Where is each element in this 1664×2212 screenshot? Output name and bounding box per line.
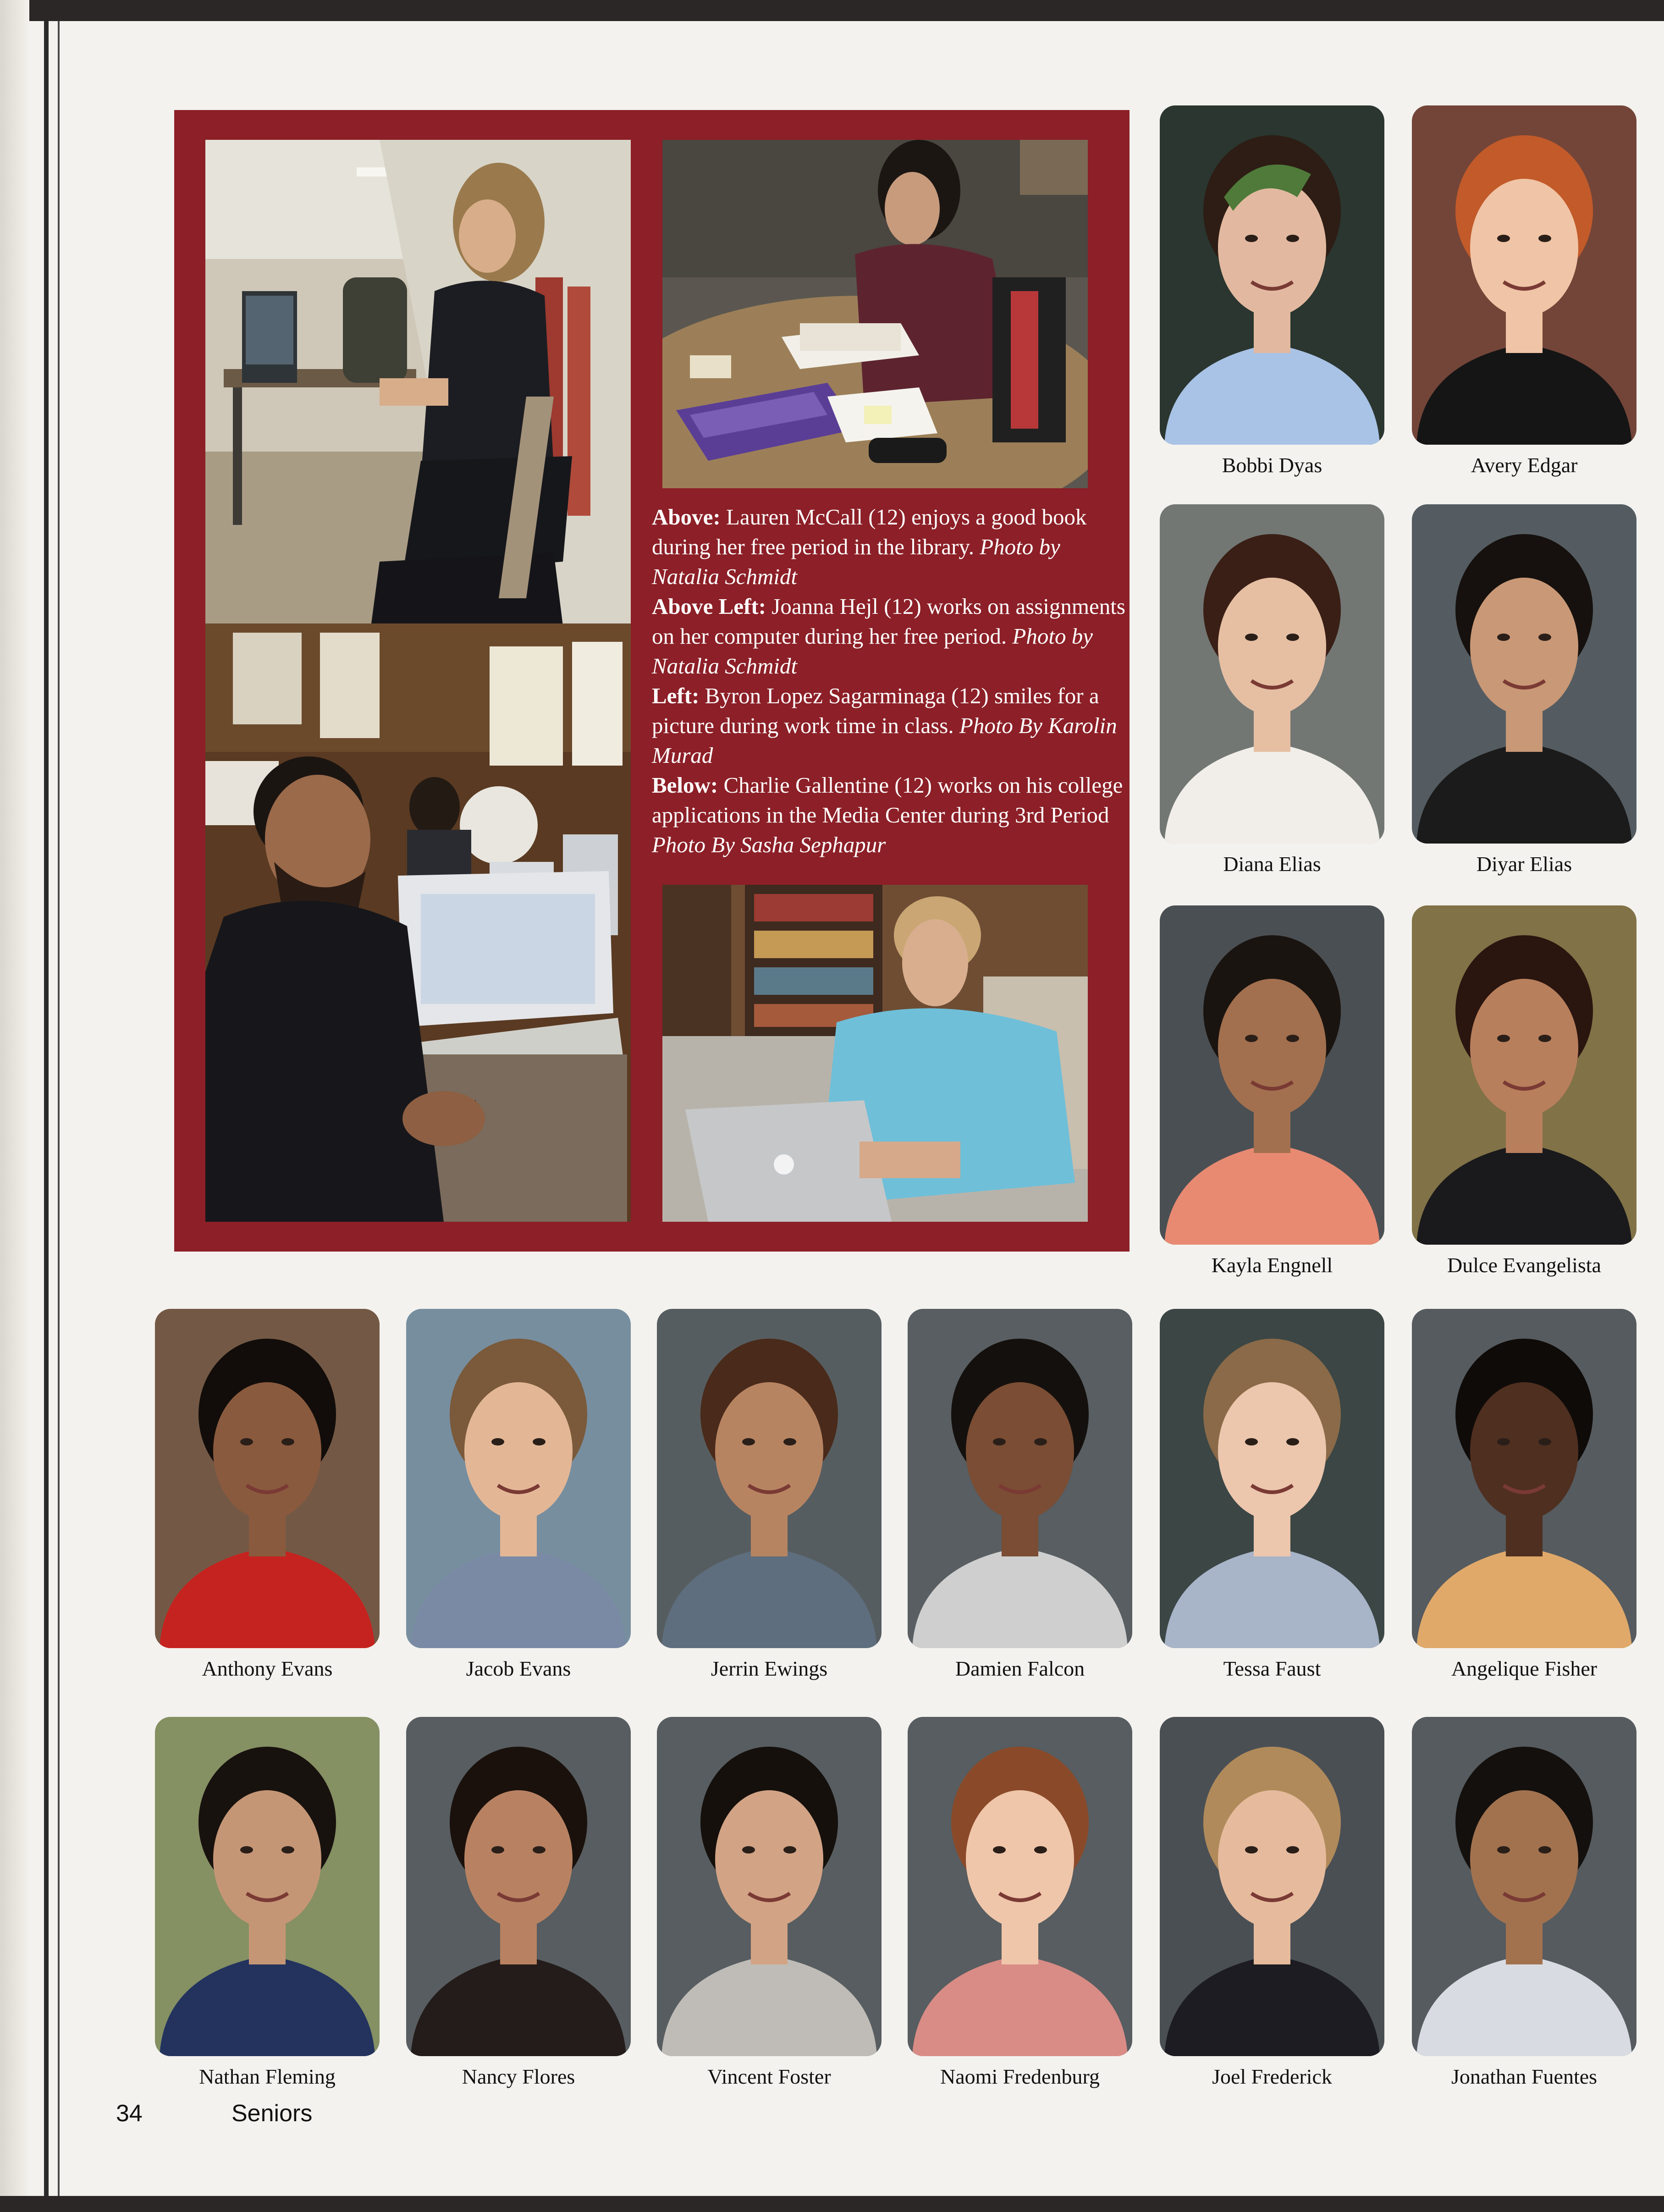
senior-portrait <box>406 1717 631 2056</box>
senior-portrait <box>908 1309 1132 1648</box>
senior-name: Bobbi Dyas <box>1222 453 1322 477</box>
senior-portrait <box>1412 504 1636 844</box>
senior-name: Joel Frederick <box>1212 2065 1332 2088</box>
candid-photo-laptop-hallway <box>205 140 631 699</box>
senior-portrait <box>1160 504 1384 844</box>
senior-portrait <box>1160 1717 1384 2056</box>
senior-portrait <box>1412 1309 1636 1648</box>
senior-name: Dulce Evangelista <box>1447 1253 1601 1277</box>
senior-portrait <box>1160 105 1384 445</box>
senior-name: Jerrin Ewings <box>711 1657 828 1680</box>
caption-above-left: Above Left: Joanna Hejl (12) works on assignments on her computer during her free period. Photo by Natalia Schmidt <box>652 594 1125 678</box>
photo-captions <box>652 502 1129 860</box>
candid-photo-classroom-laptops <box>205 623 631 1222</box>
senior-name: Naomi Fredenburg <box>940 2065 1100 2088</box>
senior-name: Diana Elias <box>1223 852 1321 876</box>
caption-left: Left: Byron Lopez Sagarminaga (12) smiles for a picture during work time in class. Photo By Karolin Murad <box>652 683 1117 768</box>
senior-portrait <box>155 1309 380 1648</box>
senior-name: Angelique Fisher <box>1451 1657 1598 1680</box>
senior-name: Vincent Foster <box>707 2065 831 2088</box>
candid-photo-reading-library <box>662 140 1088 488</box>
scan-bottom-edge <box>0 2196 1664 2212</box>
senior-portrait <box>1412 905 1636 1245</box>
senior-name: Nathan Fleming <box>199 2065 336 2088</box>
binding-rule-thin <box>58 21 60 2196</box>
senior-name: Diyar Elias <box>1476 852 1572 876</box>
senior-name: Jonathan Fuentes <box>1451 2065 1598 2088</box>
senior-portrait <box>1160 905 1384 1245</box>
candid-photo-media-center <box>662 885 1088 1222</box>
page-binding <box>0 0 29 2212</box>
senior-portrait <box>1412 1717 1636 2056</box>
senior-name: Avery Edgar <box>1471 453 1578 477</box>
senior-portrait <box>908 1717 1132 2056</box>
caption-below: Below: Charlie Gallentine (12) works on his college applications in the Media Center during 3rd Period Photo By Sasha Sephapur <box>652 772 1123 857</box>
senior-portrait <box>406 1309 631 1648</box>
senior-name: Kayla Engnell <box>1211 1253 1333 1277</box>
senior-portrait <box>155 1717 380 2056</box>
feature-photo-panel <box>174 110 1130 1252</box>
page-number: 34 <box>116 2100 143 2127</box>
senior-portrait <box>1412 105 1636 445</box>
senior-portrait <box>657 1717 882 2056</box>
section-label: Seniors <box>231 2100 313 2127</box>
senior-name: Nancy Flores <box>462 2065 575 2088</box>
senior-name: Damien Falcon <box>955 1657 1085 1680</box>
senior-name: Jacob Evans <box>466 1657 571 1680</box>
scan-top-edge <box>0 0 1664 21</box>
senior-portrait <box>1160 1309 1384 1648</box>
senior-portrait <box>657 1309 882 1648</box>
senior-name: Anthony Evans <box>202 1657 333 1680</box>
binding-rule <box>44 21 49 2196</box>
senior-name: Tessa Faust <box>1223 1657 1321 1680</box>
caption-above: Above: Lauren McCall (12) enjoys a good book during her free period in the library. Photo by Natalia Schmidt <box>652 504 1087 589</box>
